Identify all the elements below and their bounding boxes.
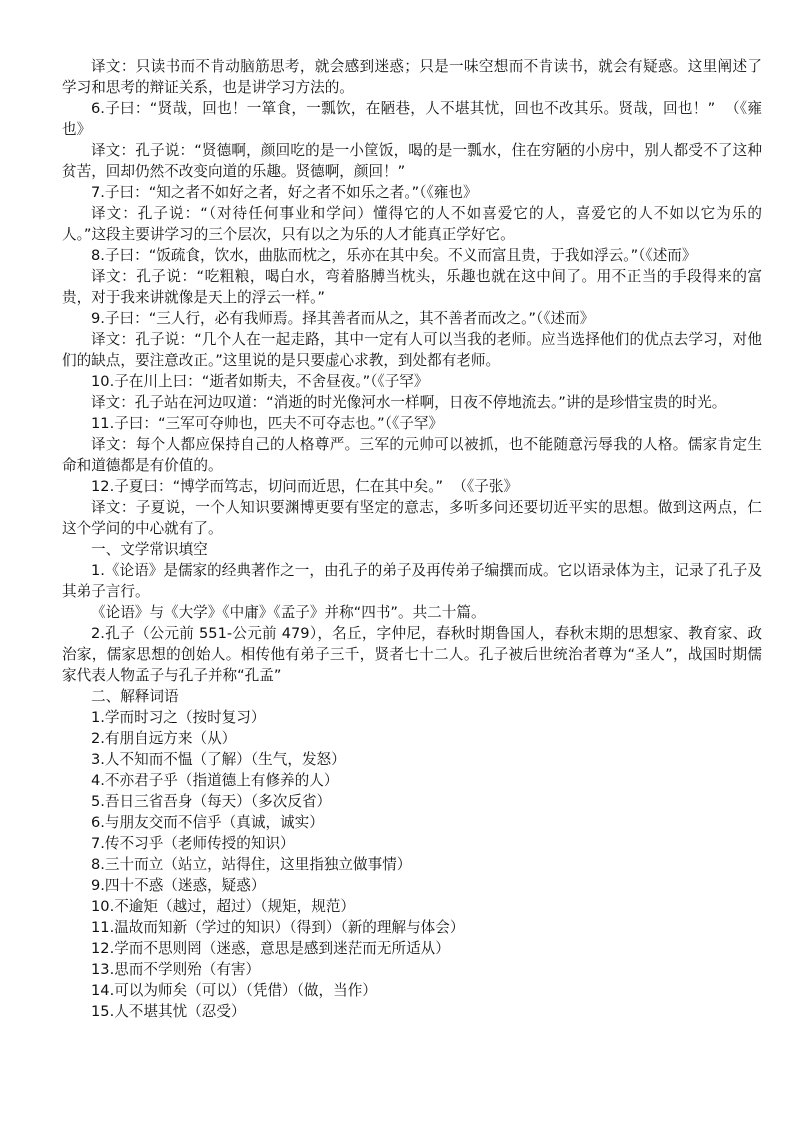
paragraph-four-books: 《论语》与《大学》《中庸》《孟子》并称“四书”。共二十篇。 — [91, 604, 486, 621]
paragraph-translation-6: 译文：孔子说：“贤德啊，颜回吃的是一小筐饭，喝的是一瓢水，住在穷陋的小房中，别人都受不了这种贫苦，回却仍然不改变向道的乐趣。贤德啊，颜回！” — [62, 142, 762, 180]
list-item: 8.三十而立（站立，站得住，这里指独立做事情） — [91, 856, 412, 873]
paragraph-quote-9: 9.子曰：“三人行，必有我师焉。择其善者而从之，其不善者而改之。”（《述而》 — [91, 310, 595, 327]
paragraph-translation-9: 译文：孔子说：“几个人在一起走路，其中一定有人可以当我的老师。应当选择他们的优点去学习，对他们的缺点，要注意改正。”这里说的是只要虚心求教，到处都有老师。 — [62, 331, 762, 369]
paragraph-lunyu-intro: 1.《论语》是儒家的经典著作之一，由孔子的弟子及再传弟子编撰而成。它以语录体为主，记录了孔子及其弟子言行。 — [62, 562, 762, 600]
list-item: 15.人不堪其忧（忍受） — [91, 1003, 246, 1020]
list-item: 1.学而时习之（按时复习） — [91, 709, 266, 726]
section-heading-literary-knowledge: 一、文学常识填空 — [91, 541, 208, 558]
list-item: 4.不亦君子乎（指道德上有修养的人） — [91, 772, 339, 789]
paragraph-quote-12: 12.子夏曰：“博学而笃志，切问而近思，仁在其中矣。” （《子张》 — [91, 478, 519, 495]
paragraph-quote-7: 7.子曰：“知之者不如好之者，好之者不如乐之者。”（《雍也》 — [91, 184, 478, 201]
list-item: 3.人不知而不愠（了解）（生气，发怒） — [91, 751, 346, 768]
paragraph-confucius-bio: 2.孔子（公元前 551-公元前 479），名丘，字仲尼，春秋时期鲁国人，春秋末期的思想家、教育家、政治家，儒家思想的创始人。相传他有弟子三千，贤者七十二人。孔子被后世统治者尊为“圣人”，战国时期儒家代表人物孟子与孔子并称“孔孟” — [62, 625, 762, 684]
paragraph-translation-learning-thinking: 译文：只读书而不肯动脑筋思考，就会感到迷惑；只是一味空想而不肯读书，就会有疑惑。这里阐述了学习和思考的辩证关系，也是讲学习方法的。 — [62, 58, 762, 96]
paragraph-translation-10: 译文：孔子站在河边叹道：“消逝的时光像河水一样啊，日夜不停地流去。”讲的是珍惜宝贵的时光。 — [91, 394, 727, 411]
list-item: 14.可以为师矣（可以）（凭借）（做，当作） — [91, 982, 377, 999]
section-heading-word-explanation: 二、解释词语 — [91, 688, 179, 705]
list-item: 11.温故而知新（学过的知识）（得到）（新的理解与体会） — [91, 919, 465, 936]
paragraph-translation-12: 译文：子夏说，一个人知识要渊博更要有坚定的意志，多听多问还要切近平实的思想。做到这两点，仁这个学问的中心就有了。 — [62, 499, 762, 537]
document-page — [62, 56, 762, 1022]
list-item: 7.传不习乎（老师传授的知识） — [91, 835, 295, 852]
list-item: 9.四十不惑（迷惑，疑惑） — [91, 877, 266, 894]
paragraph-quote-6: 6.子曰：“贤哉，回也！一箪食，一瓢饮，在陋巷，人不堪其忧，回也不改其乐。贤哉，回也！” （《雍也》 — [62, 100, 762, 138]
list-item: 5.吾日三省吾身（每天）（多次反省） — [91, 793, 332, 810]
paragraph-translation-11: 译文：每个人都应保持自己的人格尊严。三军的元帅可以被抓，也不能随意污辱我的人格。儒家肯定生命和道德都是有价值的。 — [62, 436, 762, 474]
paragraph-translation-8: 译文：孔子说：“吃粗粮，喝白水，弯着胳膊当枕头，乐趣也就在这中间了。用不正当的手段得来的富贵，对于我来讲就像是天上的浮云一样。” — [62, 268, 762, 306]
paragraph-quote-11: 11.子曰：“三军可夺帅也，匹夫不可夺志也。”（《子罕》 — [91, 415, 444, 432]
paragraph-quote-8: 8.子曰：“饭疏食，饮水，曲肱而枕之，乐亦在其中矣。不义而富且贵，于我如浮云。”（《述而》 — [91, 247, 697, 264]
list-item: 2.有朋自远方来（从） — [91, 730, 237, 747]
list-item: 13.思而不学则殆（有害） — [91, 961, 261, 978]
list-item: 10.不逾矩（越过，超过）（规矩，规范） — [91, 898, 356, 915]
paragraph-quote-10: 10.子在川上曰：“逝者如斯夫，不舍昼夜。”（《子罕》 — [91, 373, 429, 390]
list-item: 6.与朋友交而不信乎（真诚，诚实） — [91, 814, 324, 831]
list-item: 12.学而不思则罔（迷惑，意思是感到迷茫而无所适从） — [91, 940, 450, 957]
paragraph-translation-7: 译文：孔子说：“（对待任何事业和学问）懂得它的人不如喜爱它的人，喜爱它的人不如以它为乐的人。”这段主要讲学习的三个层次，只有以之为乐的人才能真正学好它。 — [62, 205, 762, 243]
